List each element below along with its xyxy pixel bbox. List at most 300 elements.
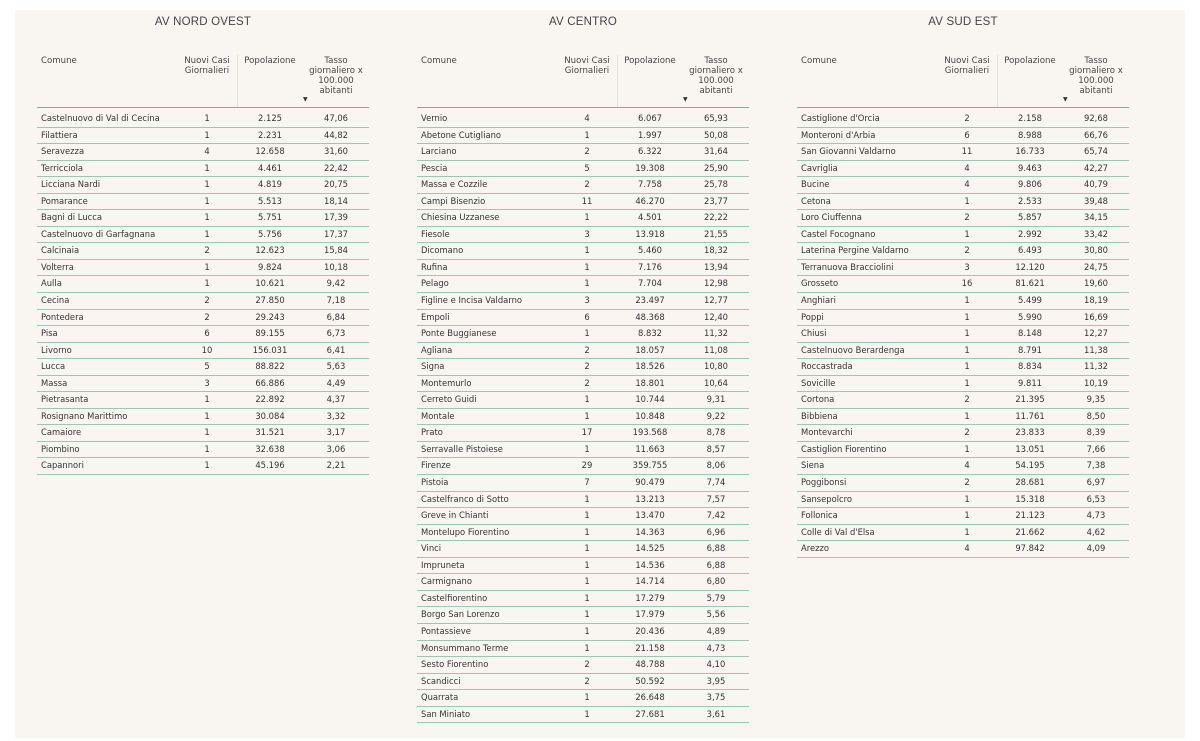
table-row[interactable] <box>417 326 749 343</box>
cell-popolazione: 15.318 <box>1015 493 1045 504</box>
cell-comune: Empoli <box>421 311 450 322</box>
cell-tasso: 17,37 <box>324 228 348 239</box>
table-row[interactable] <box>417 558 749 575</box>
cell-comune: Impruneta <box>421 559 465 570</box>
cell-popolazione: 9.806 <box>1018 179 1042 190</box>
cell-tasso: 16,69 <box>1084 311 1108 322</box>
table-row[interactable] <box>417 574 749 591</box>
cell-comune: Grosseto <box>801 278 839 289</box>
table-row[interactable] <box>797 177 1129 194</box>
table-row[interactable] <box>37 243 369 260</box>
cell-popolazione: 18.057 <box>635 344 665 355</box>
cell-popolazione: 13.918 <box>635 228 665 239</box>
panel-title: AV CENTRO <box>548 16 618 28</box>
table-row[interactable] <box>417 690 749 707</box>
table-row[interactable] <box>37 111 369 128</box>
cell-tasso: 12,27 <box>1084 328 1108 339</box>
cell-popolazione: 97.842 <box>1015 543 1045 554</box>
cell-popolazione: 7.704 <box>638 278 662 289</box>
table-row[interactable] <box>417 392 749 409</box>
cell-popolazione: 23.833 <box>1015 427 1045 438</box>
cell-tasso: 17,39 <box>324 212 348 223</box>
cell-popolazione: 31.521 <box>255 427 285 438</box>
cell-popolazione: 13.051 <box>1015 443 1045 454</box>
table-row[interactable] <box>417 607 749 624</box>
cell-tasso: 6,73 <box>326 328 346 339</box>
table-row[interactable] <box>417 475 749 492</box>
sort-descending-icon[interactable]: ▼ <box>1063 96 1068 103</box>
cell-popolazione: 32.638 <box>255 443 285 454</box>
cell-comune: Terranuova Bracciolini <box>801 261 894 272</box>
table-row[interactable] <box>417 343 749 360</box>
table-row[interactable] <box>797 144 1129 161</box>
cell-tasso: 3,95 <box>706 675 726 686</box>
table-row[interactable] <box>417 458 749 475</box>
cell-tasso: 4,89 <box>706 625 726 636</box>
cell-popolazione: 5.857 <box>1018 212 1042 223</box>
cell-nuovi-casi: 17 <box>581 427 593 438</box>
cell-popolazione: 14.714 <box>635 576 665 587</box>
table-row[interactable] <box>417 210 749 227</box>
cell-tasso: 8,78 <box>706 427 726 438</box>
table-row[interactable] <box>797 161 1129 178</box>
cell-nuovi-casi: 1 <box>964 361 970 372</box>
table-row[interactable] <box>37 293 369 310</box>
cell-tasso: 6,84 <box>326 311 346 322</box>
header-line: Giornalieri <box>184 66 230 76</box>
table-row[interactable] <box>417 194 749 211</box>
table-row[interactable] <box>37 359 369 376</box>
cell-popolazione: 29.243 <box>255 311 285 322</box>
cell-nuovi-casi: 1 <box>584 212 590 223</box>
cell-tasso: 4,73 <box>706 642 726 653</box>
cell-tasso: 6,97 <box>1086 477 1106 488</box>
cell-comune: Livorno <box>41 344 72 355</box>
cell-comune: Monteroni d'Arbia <box>801 129 876 140</box>
cell-nuovi-casi: 2 <box>584 179 590 190</box>
table-row[interactable] <box>37 343 369 360</box>
column-header-comune[interactable]: Comune <box>421 56 457 66</box>
table-row[interactable] <box>797 359 1129 376</box>
cell-comune: Rosignano Marittimo <box>41 410 128 421</box>
cell-tasso: 7,42 <box>706 510 726 521</box>
cell-tasso: 3,75 <box>706 692 726 703</box>
cell-nuovi-casi: 1 <box>204 278 210 289</box>
cell-comune: Campi Bisenzio <box>421 195 486 206</box>
cell-nuovi-casi: 1 <box>584 261 590 272</box>
cell-nuovi-casi: 1 <box>964 377 970 388</box>
cell-popolazione: 4.461 <box>258 162 282 173</box>
table-row[interactable] <box>37 276 369 293</box>
cell-popolazione: 21.158 <box>635 642 665 653</box>
table-row[interactable] <box>417 707 749 724</box>
header-line: abitanti <box>319 86 353 96</box>
table-row[interactable] <box>417 310 749 327</box>
cell-tasso: 2,21 <box>326 460 346 471</box>
cell-tasso: 13,94 <box>704 261 728 272</box>
table-row[interactable] <box>417 541 749 558</box>
cell-popolazione: 1.997 <box>638 129 662 140</box>
cell-popolazione: 10.621 <box>255 278 285 289</box>
column-header-tasso[interactable] <box>303 56 369 96</box>
table-row[interactable] <box>417 591 749 608</box>
cell-popolazione: 2.992 <box>1018 228 1042 239</box>
cell-nuovi-casi: 3 <box>584 295 590 306</box>
cell-popolazione: 5.460 <box>638 245 662 256</box>
table-row[interactable] <box>417 442 749 459</box>
table-row[interactable] <box>797 525 1129 542</box>
cell-nuovi-casi: 2 <box>204 295 210 306</box>
cell-tasso: 21,55 <box>704 228 728 239</box>
cell-comune: Greve in Chianti <box>421 510 489 521</box>
cell-tasso: 22,22 <box>704 212 728 223</box>
table-row[interactable] <box>417 293 749 310</box>
cell-nuovi-casi: 1 <box>964 195 970 206</box>
cell-popolazione: 21.395 <box>1015 394 1045 405</box>
cell-nuovi-casi: 1 <box>964 328 970 339</box>
cell-tasso: 4,37 <box>326 394 346 405</box>
cell-tasso: 8,06 <box>706 460 726 471</box>
table-row[interactable] <box>797 276 1129 293</box>
cell-comune: Pelago <box>421 278 449 289</box>
cell-comune: Montelupo Fiorentino <box>421 526 510 537</box>
column-header-popolazione[interactable]: Popolazione <box>624 56 676 66</box>
table-row[interactable] <box>37 161 369 178</box>
table-row[interactable] <box>37 376 369 393</box>
cell-tasso: 11,32 <box>704 328 728 339</box>
column-header-nuovi-casi[interactable] <box>561 56 613 76</box>
header-line: Nuovi Casi <box>184 56 230 66</box>
cell-nuovi-casi: 11 <box>581 195 593 206</box>
cell-nuovi-casi: 1 <box>584 510 590 521</box>
cell-nuovi-casi: 1 <box>964 295 970 306</box>
header-line: giornaliero x <box>309 66 363 76</box>
table-row[interactable] <box>417 508 749 525</box>
table-row[interactable] <box>37 144 369 161</box>
table-row[interactable] <box>797 128 1129 145</box>
cell-comune: Colle di Val d'Elsa <box>801 526 875 537</box>
cell-tasso: 4,09 <box>1086 543 1106 554</box>
column-divider <box>237 55 238 107</box>
cell-tasso: 9,42 <box>326 278 346 289</box>
table-row[interactable] <box>797 260 1129 277</box>
table-row[interactable] <box>797 376 1129 393</box>
cell-nuovi-casi: 3 <box>964 261 970 272</box>
cell-tasso: 6,41 <box>326 344 346 355</box>
cell-popolazione: 66.886 <box>255 377 285 388</box>
cell-nuovi-casi: 1 <box>964 410 970 421</box>
table-row[interactable] <box>797 458 1129 475</box>
table-row[interactable] <box>37 409 369 426</box>
sort-descending-icon[interactable]: ▼ <box>303 96 308 103</box>
cell-popolazione: 5.499 <box>1018 295 1042 306</box>
cell-popolazione: 8.832 <box>638 328 662 339</box>
cell-comune: Pomarance <box>41 195 88 206</box>
cell-popolazione: 11.761 <box>1015 410 1045 421</box>
cell-comune: Quarrata <box>421 692 459 703</box>
cell-comune: Massa <box>41 377 68 388</box>
cell-nuovi-casi: 1 <box>204 113 210 123</box>
cell-comune: Rufina <box>421 261 448 272</box>
cell-tasso: 6,96 <box>706 526 726 537</box>
cell-nuovi-casi: 1 <box>204 261 210 272</box>
cell-nuovi-casi: 1 <box>584 278 590 289</box>
table-row[interactable] <box>37 392 369 409</box>
cell-tasso: 12,40 <box>704 311 728 322</box>
table-row[interactable] <box>417 674 749 691</box>
cell-comune: Carmignano <box>421 576 472 587</box>
cell-comune: Castelnuovo di Garfagnana <box>41 228 156 239</box>
cell-comune: Larciano <box>421 146 457 157</box>
cell-comune: Firenze <box>421 460 451 471</box>
cell-tasso: 42,27 <box>1084 162 1108 173</box>
table-row[interactable] <box>417 161 749 178</box>
column-header-popolazione[interactable]: Popolazione <box>244 56 296 66</box>
cell-tasso: 20,75 <box>324 179 348 190</box>
table-row[interactable] <box>37 310 369 327</box>
cell-popolazione: 10.744 <box>635 394 665 405</box>
cell-nuovi-casi: 1 <box>584 443 590 454</box>
cell-comune: Calcinaia <box>41 245 80 256</box>
table-body <box>797 111 1129 558</box>
table-row[interactable] <box>797 310 1129 327</box>
cell-popolazione: 88.822 <box>255 361 285 372</box>
cell-popolazione: 14.363 <box>635 526 665 537</box>
cell-comune: Pisa <box>41 328 58 339</box>
cell-popolazione: 9.824 <box>258 261 282 272</box>
header-divider <box>417 107 749 108</box>
table-row[interactable] <box>417 177 749 194</box>
table-row[interactable] <box>417 144 749 161</box>
cell-nuovi-casi: 1 <box>964 510 970 521</box>
cell-tasso: 5,79 <box>706 592 726 603</box>
cell-comune: Cortona <box>801 394 835 405</box>
cell-popolazione: 23.497 <box>635 295 665 306</box>
table-row[interactable] <box>797 442 1129 459</box>
cell-popolazione: 18.526 <box>635 361 665 372</box>
cell-comune: Seravezza <box>41 146 85 157</box>
cell-popolazione: 27.681 <box>635 708 665 719</box>
cell-popolazione: 50.592 <box>635 675 665 686</box>
cell-nuovi-casi: 1 <box>964 311 970 322</box>
cell-tasso: 4,49 <box>326 377 346 388</box>
cell-nuovi-casi: 2 <box>204 245 210 256</box>
cell-tasso: 8,57 <box>706 443 726 454</box>
column-header-tasso[interactable] <box>683 56 749 96</box>
table-row[interactable] <box>797 111 1129 128</box>
table-row[interactable] <box>797 243 1129 260</box>
table-row[interactable] <box>797 227 1129 244</box>
cell-popolazione: 45.196 <box>255 460 285 471</box>
cell-nuovi-casi: 1 <box>584 708 590 719</box>
cell-nuovi-casi: 29 <box>581 460 593 471</box>
table-row[interactable] <box>37 442 369 459</box>
cell-popolazione: 359.755 <box>632 460 668 471</box>
cell-tasso: 7,74 <box>706 477 726 488</box>
cell-nuovi-casi: 1 <box>584 592 590 603</box>
cell-comune: Cavriglia <box>801 162 838 173</box>
cell-comune: Anghiari <box>801 295 836 306</box>
table-row[interactable] <box>417 227 749 244</box>
table-row[interactable] <box>37 458 369 475</box>
cell-nuovi-casi: 2 <box>964 427 970 438</box>
cell-popolazione: 10.848 <box>635 410 665 421</box>
cell-tasso: 44,82 <box>324 129 348 140</box>
cell-comune: Montemurlo <box>421 377 472 388</box>
cell-tasso: 7,57 <box>706 493 726 504</box>
cell-tasso: 19,60 <box>1084 278 1108 289</box>
column-header-comune[interactable]: Comune <box>801 56 837 66</box>
cell-popolazione: 46.270 <box>635 195 665 206</box>
cell-popolazione: 16.733 <box>1015 146 1045 157</box>
cell-tasso: 50,08 <box>704 129 728 140</box>
cell-comune: Vernio <box>421 113 448 123</box>
cell-tasso: 34,15 <box>1084 212 1108 223</box>
cell-nuovi-casi: 1 <box>584 129 590 140</box>
cell-popolazione: 14.525 <box>635 543 665 554</box>
cell-nuovi-casi: 16 <box>961 278 973 289</box>
table-row[interactable] <box>797 475 1129 492</box>
cell-popolazione: 11.663 <box>635 443 665 454</box>
cell-nuovi-casi: 4 <box>964 543 970 554</box>
table-row[interactable] <box>797 492 1129 509</box>
cell-popolazione: 2.533 <box>1018 195 1042 206</box>
table-row[interactable] <box>797 210 1129 227</box>
cell-comune: Fiesole <box>421 228 450 239</box>
table-row[interactable] <box>417 409 749 426</box>
cell-comune: Dicomano <box>421 245 464 256</box>
header-line: 100.000 <box>318 76 354 86</box>
table-row[interactable] <box>417 260 749 277</box>
column-header-popolazione[interactable]: Popolazione <box>1004 56 1056 66</box>
cell-popolazione: 8.148 <box>1018 328 1042 339</box>
header-line: Tasso <box>704 56 728 66</box>
cell-tasso: 5,56 <box>706 609 726 620</box>
table-row[interactable] <box>797 409 1129 426</box>
column-header-comune[interactable]: Comune <box>41 56 77 66</box>
cell-popolazione: 89.155 <box>255 328 285 339</box>
cell-nuovi-casi: 1 <box>204 212 210 223</box>
table-row[interactable] <box>797 293 1129 310</box>
sort-descending-icon[interactable]: ▼ <box>683 96 688 103</box>
table-row[interactable] <box>417 641 749 658</box>
table-row[interactable] <box>417 657 749 674</box>
table-row[interactable] <box>417 128 749 145</box>
cell-tasso: 10,18 <box>324 261 348 272</box>
cell-tasso: 15,84 <box>324 245 348 256</box>
table-row[interactable] <box>417 276 749 293</box>
cell-nuovi-casi: 1 <box>204 129 210 140</box>
cell-tasso: 33,42 <box>1084 228 1108 239</box>
cell-comune: Pescia <box>421 162 448 173</box>
cell-comune: Licciana Nardi <box>41 179 101 190</box>
cell-popolazione: 5.756 <box>258 228 282 239</box>
cell-popolazione: 12.623 <box>255 245 285 256</box>
table-row[interactable] <box>797 194 1129 211</box>
table-row[interactable] <box>797 326 1129 343</box>
table-row[interactable] <box>417 492 749 509</box>
cell-popolazione: 21.662 <box>1015 526 1045 537</box>
cell-nuovi-casi: 1 <box>964 344 970 355</box>
header-line: Tasso <box>1084 56 1108 66</box>
cell-comune: Bagni di Lucca <box>41 212 102 223</box>
cell-tasso: 6,88 <box>706 559 726 570</box>
table-row[interactable] <box>417 359 749 376</box>
column-header-nuovi-casi[interactable] <box>181 56 233 76</box>
cell-nuovi-casi: 4 <box>584 113 590 123</box>
cell-comune: Borgo San Lorenzo <box>421 609 500 620</box>
cell-comune: Filattiera <box>41 129 78 140</box>
cell-comune: Poggibonsi <box>801 477 847 488</box>
table-row[interactable] <box>37 425 369 442</box>
table-row[interactable] <box>37 326 369 343</box>
table-row[interactable] <box>37 194 369 211</box>
table-row[interactable] <box>417 425 749 442</box>
cell-comune: Terricciola <box>41 162 84 173</box>
cell-comune: Montevarchi <box>801 427 853 438</box>
table-row[interactable] <box>37 177 369 194</box>
table-row[interactable] <box>797 425 1129 442</box>
table-row[interactable] <box>417 111 749 128</box>
cell-comune: Piombino <box>41 443 80 454</box>
cell-popolazione: 13.213 <box>635 493 665 504</box>
cell-tasso: 10,19 <box>1084 377 1108 388</box>
cell-popolazione: 2.125 <box>258 113 282 123</box>
cell-nuovi-casi: 1 <box>964 228 970 239</box>
table-row[interactable] <box>37 260 369 277</box>
cell-nuovi-casi: 6 <box>964 129 970 140</box>
cell-tasso: 3,32 <box>326 410 346 421</box>
cell-nuovi-casi: 6 <box>584 311 590 322</box>
column-header-tasso[interactable] <box>1063 56 1129 96</box>
table-row[interactable] <box>797 392 1129 409</box>
cell-popolazione: 5.751 <box>258 212 282 223</box>
table-row[interactable] <box>797 343 1129 360</box>
cell-nuovi-casi: 1 <box>584 642 590 653</box>
table-row[interactable] <box>37 210 369 227</box>
cell-popolazione: 8.834 <box>1018 361 1042 372</box>
table-row[interactable] <box>37 128 369 145</box>
cell-comune: Castiglion Fiorentino <box>801 443 887 454</box>
cell-tasso: 11,32 <box>1084 361 1108 372</box>
cell-nuovi-casi: 10 <box>201 344 213 355</box>
cell-nuovi-casi: 4 <box>204 146 210 157</box>
table-row[interactable] <box>37 227 369 244</box>
cell-nuovi-casi: 1 <box>964 443 970 454</box>
cell-comune: Castelnuovo di Val di Cecina <box>41 113 160 123</box>
cell-tasso: 23,77 <box>704 195 728 206</box>
cell-tasso: 5,63 <box>326 361 346 372</box>
column-header-nuovi-casi[interactable] <box>941 56 993 76</box>
table-row[interactable] <box>417 243 749 260</box>
cell-popolazione: 26.648 <box>635 692 665 703</box>
table-row[interactable] <box>417 376 749 393</box>
cell-tasso: 9,35 <box>1086 394 1106 405</box>
cell-nuovi-casi: 1 <box>584 526 590 537</box>
cell-popolazione: 19.308 <box>635 162 665 173</box>
table-row[interactable] <box>417 525 749 542</box>
cell-nuovi-casi: 2 <box>964 394 970 405</box>
cell-comune: Scandicci <box>421 675 461 686</box>
cell-tasso: 22,42 <box>324 162 348 173</box>
table-row[interactable] <box>797 541 1129 558</box>
table-row[interactable] <box>417 624 749 641</box>
cell-nuovi-casi: 2 <box>964 245 970 256</box>
table-row[interactable] <box>797 508 1129 525</box>
cell-tasso: 6,53 <box>1086 493 1106 504</box>
cell-comune: Chiesina Uzzanese <box>421 212 500 223</box>
cell-popolazione: 17.979 <box>635 609 665 620</box>
